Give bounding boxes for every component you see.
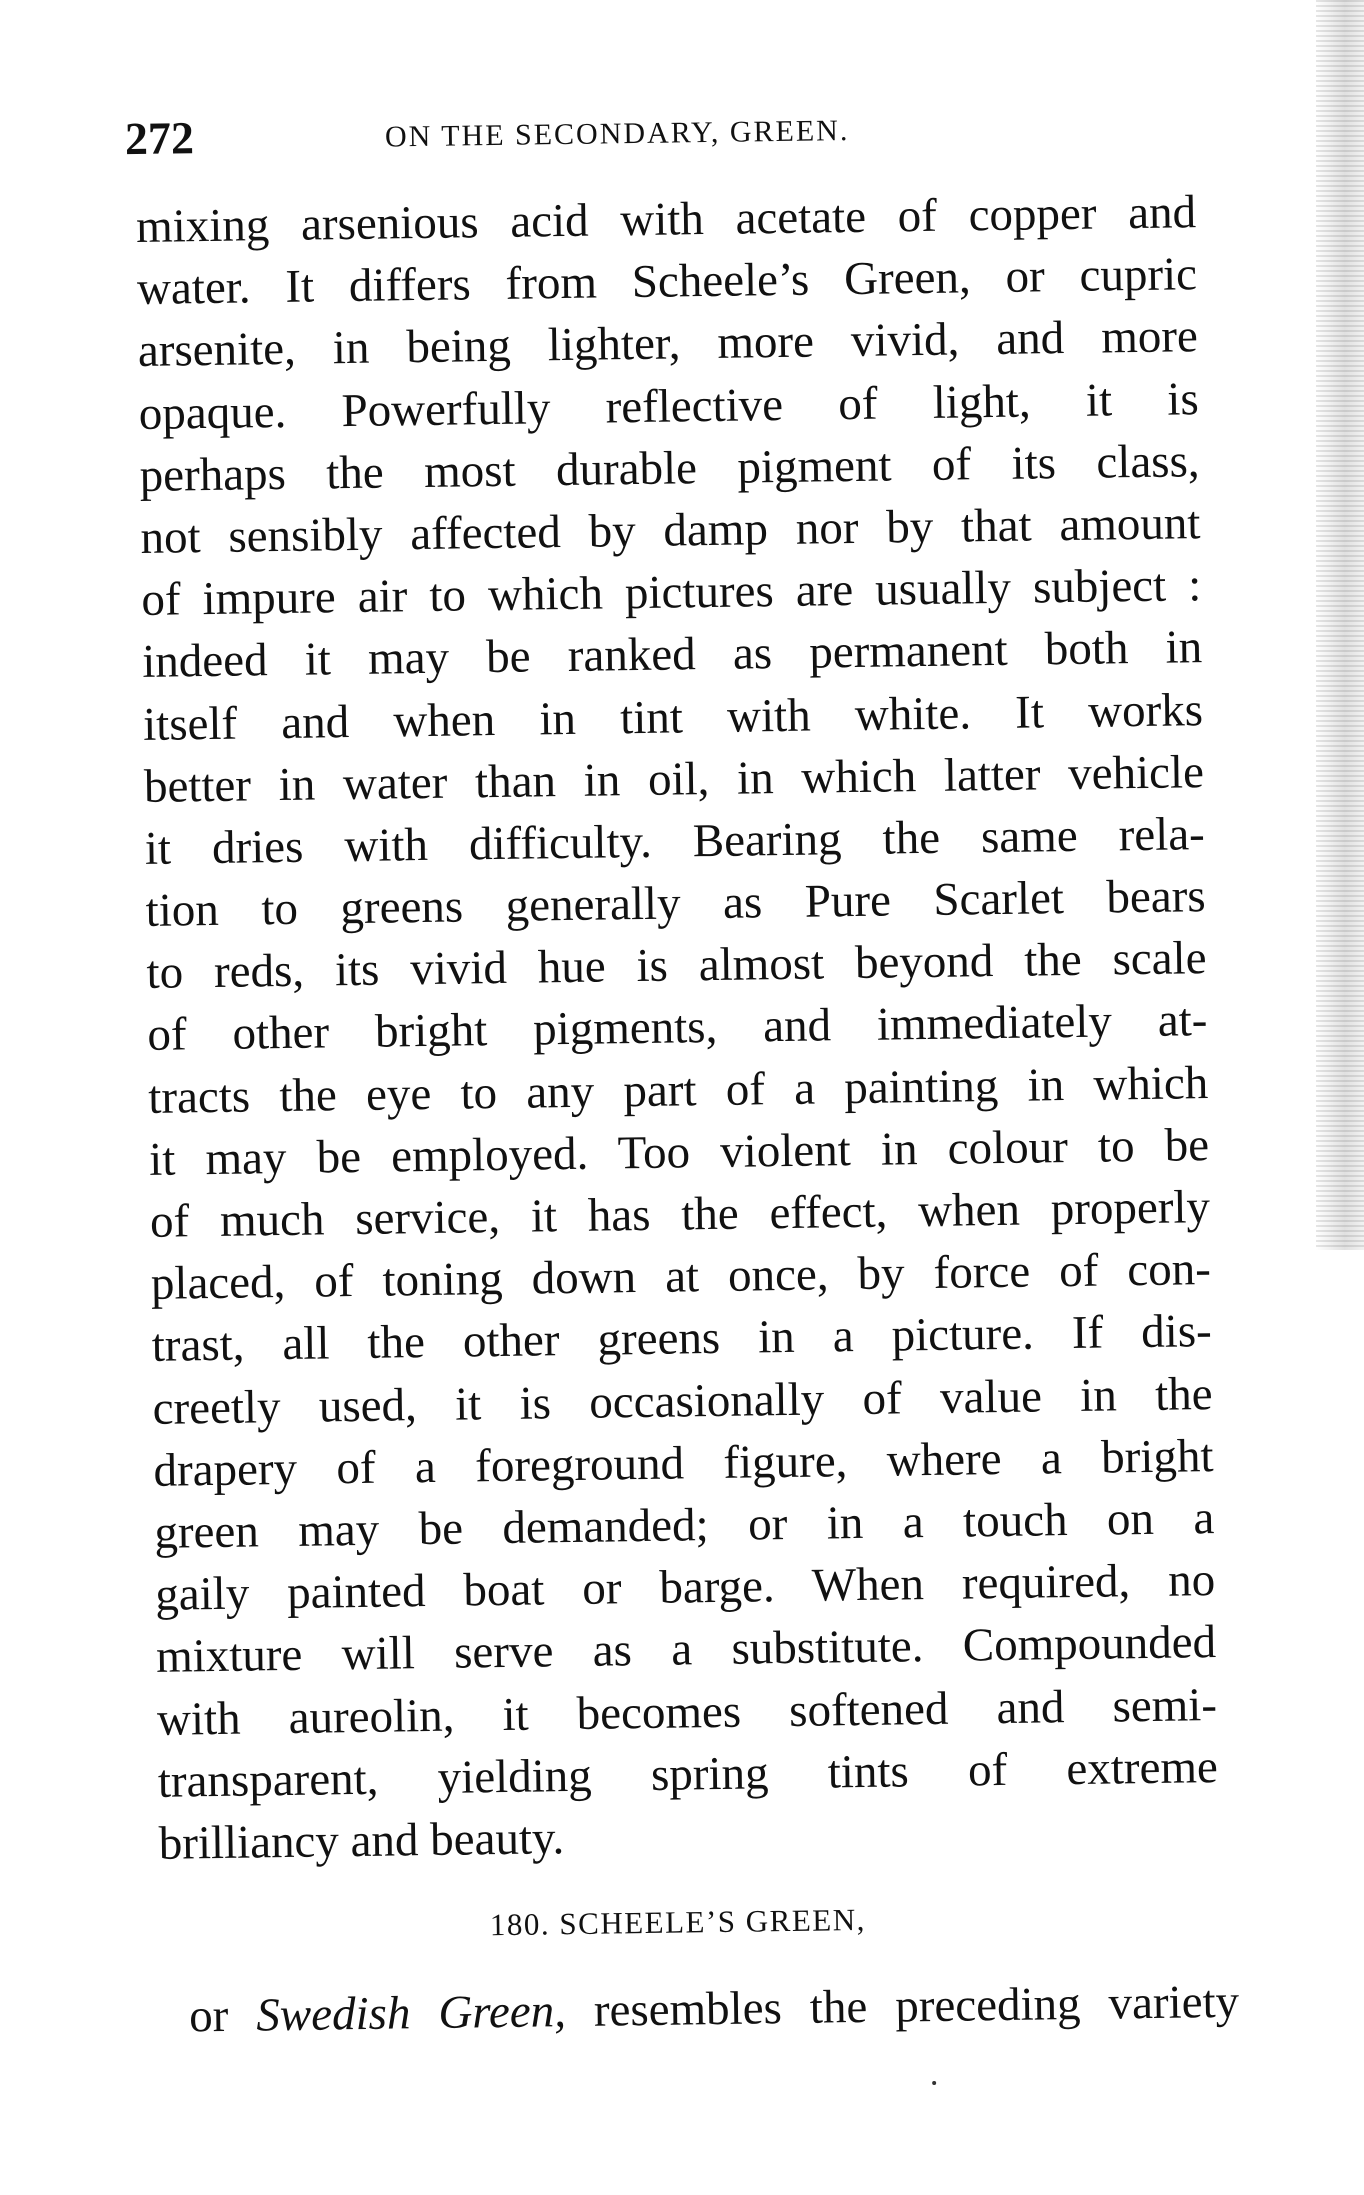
body-text	[136, 181, 1219, 1875]
text-line: it may be employed. Too violent in colour to be	[148, 1118, 1210, 1186]
text-line: trast, all the other greens in a picture. If dis-	[151, 1305, 1213, 1373]
ink-speck	[932, 2081, 936, 2085]
text-line: creetly used, it is occasionally of value in the	[152, 1367, 1213, 1435]
text-line: water. It differs from Scheele’s Green, or cupric	[136, 248, 1198, 316]
section-first-line	[189, 1975, 1240, 2044]
text-line: not sensibly affected by damp nor by that amount	[140, 497, 1201, 564]
text-line: to reds, its vivid hue is almost beyond the scale	[146, 932, 1207, 1000]
italic-term: Swedish Green,	[255, 1985, 567, 2042]
page-number: 272	[124, 112, 195, 165]
section-heading: 180. SCHEELE’S GREEN,	[489, 1901, 867, 1943]
text-line: mixing arsenious acid with acetate of copper and	[135, 186, 1197, 253]
text-line: tion to greens generally as Pure Scarlet bears	[145, 870, 1206, 937]
running-title: ON THE SECONDARY, GREEN.	[384, 114, 850, 154]
text-line: arsenite, in being lighter, more vivid, and more	[137, 310, 1199, 378]
text-line: transparent, yielding spring tints of extreme	[157, 1740, 1219, 1808]
text-line: perhaps the most durable pigment of its class,	[139, 434, 1200, 502]
text-line: better in water than in oil, in which latter vehicle	[143, 745, 1205, 813]
text-line: brilliancy and beauty.	[158, 1812, 565, 1870]
text-line: green may be demanded; or in a touch on a	[154, 1491, 1215, 1559]
text-line: with aureolin, it becomes softened and semi-	[156, 1678, 1218, 1746]
rest-text: resembles the preceding variety	[565, 1975, 1240, 2038]
text-line: tracts the eye to any part of a painting in which	[147, 1056, 1209, 1124]
scan-edge-shadow	[1316, 0, 1364, 1250]
prefix-text: or	[188, 1989, 257, 2043]
text-line: drapery of a foreground figure, where a bright	[153, 1429, 1214, 1497]
text-line: indeed it may be ranked as permanent both in	[141, 621, 1203, 689]
text-line: mixture will serve as a substitute. Compounded	[155, 1616, 1217, 1684]
text-line: placed, of toning down at once, by force of con-	[150, 1243, 1212, 1311]
text-line: gaily painted boat or barge. When required, no	[154, 1554, 1216, 1621]
text-line: of other bright pigments, and immediately at-	[147, 994, 1208, 1062]
text-line: it dries with difficulty. Bearing the same rela-	[144, 807, 1206, 875]
running-header	[124, 97, 1196, 165]
text-line: of much service, it has the effect, when properly	[149, 1181, 1211, 1248]
text-line: opaque. Powerfully reflective of light, it is	[138, 372, 1200, 440]
text-line: of impure air to which pictures are usually subject :	[141, 559, 1202, 627]
text-line: itself and when in tint with white. It works	[142, 683, 1204, 751]
